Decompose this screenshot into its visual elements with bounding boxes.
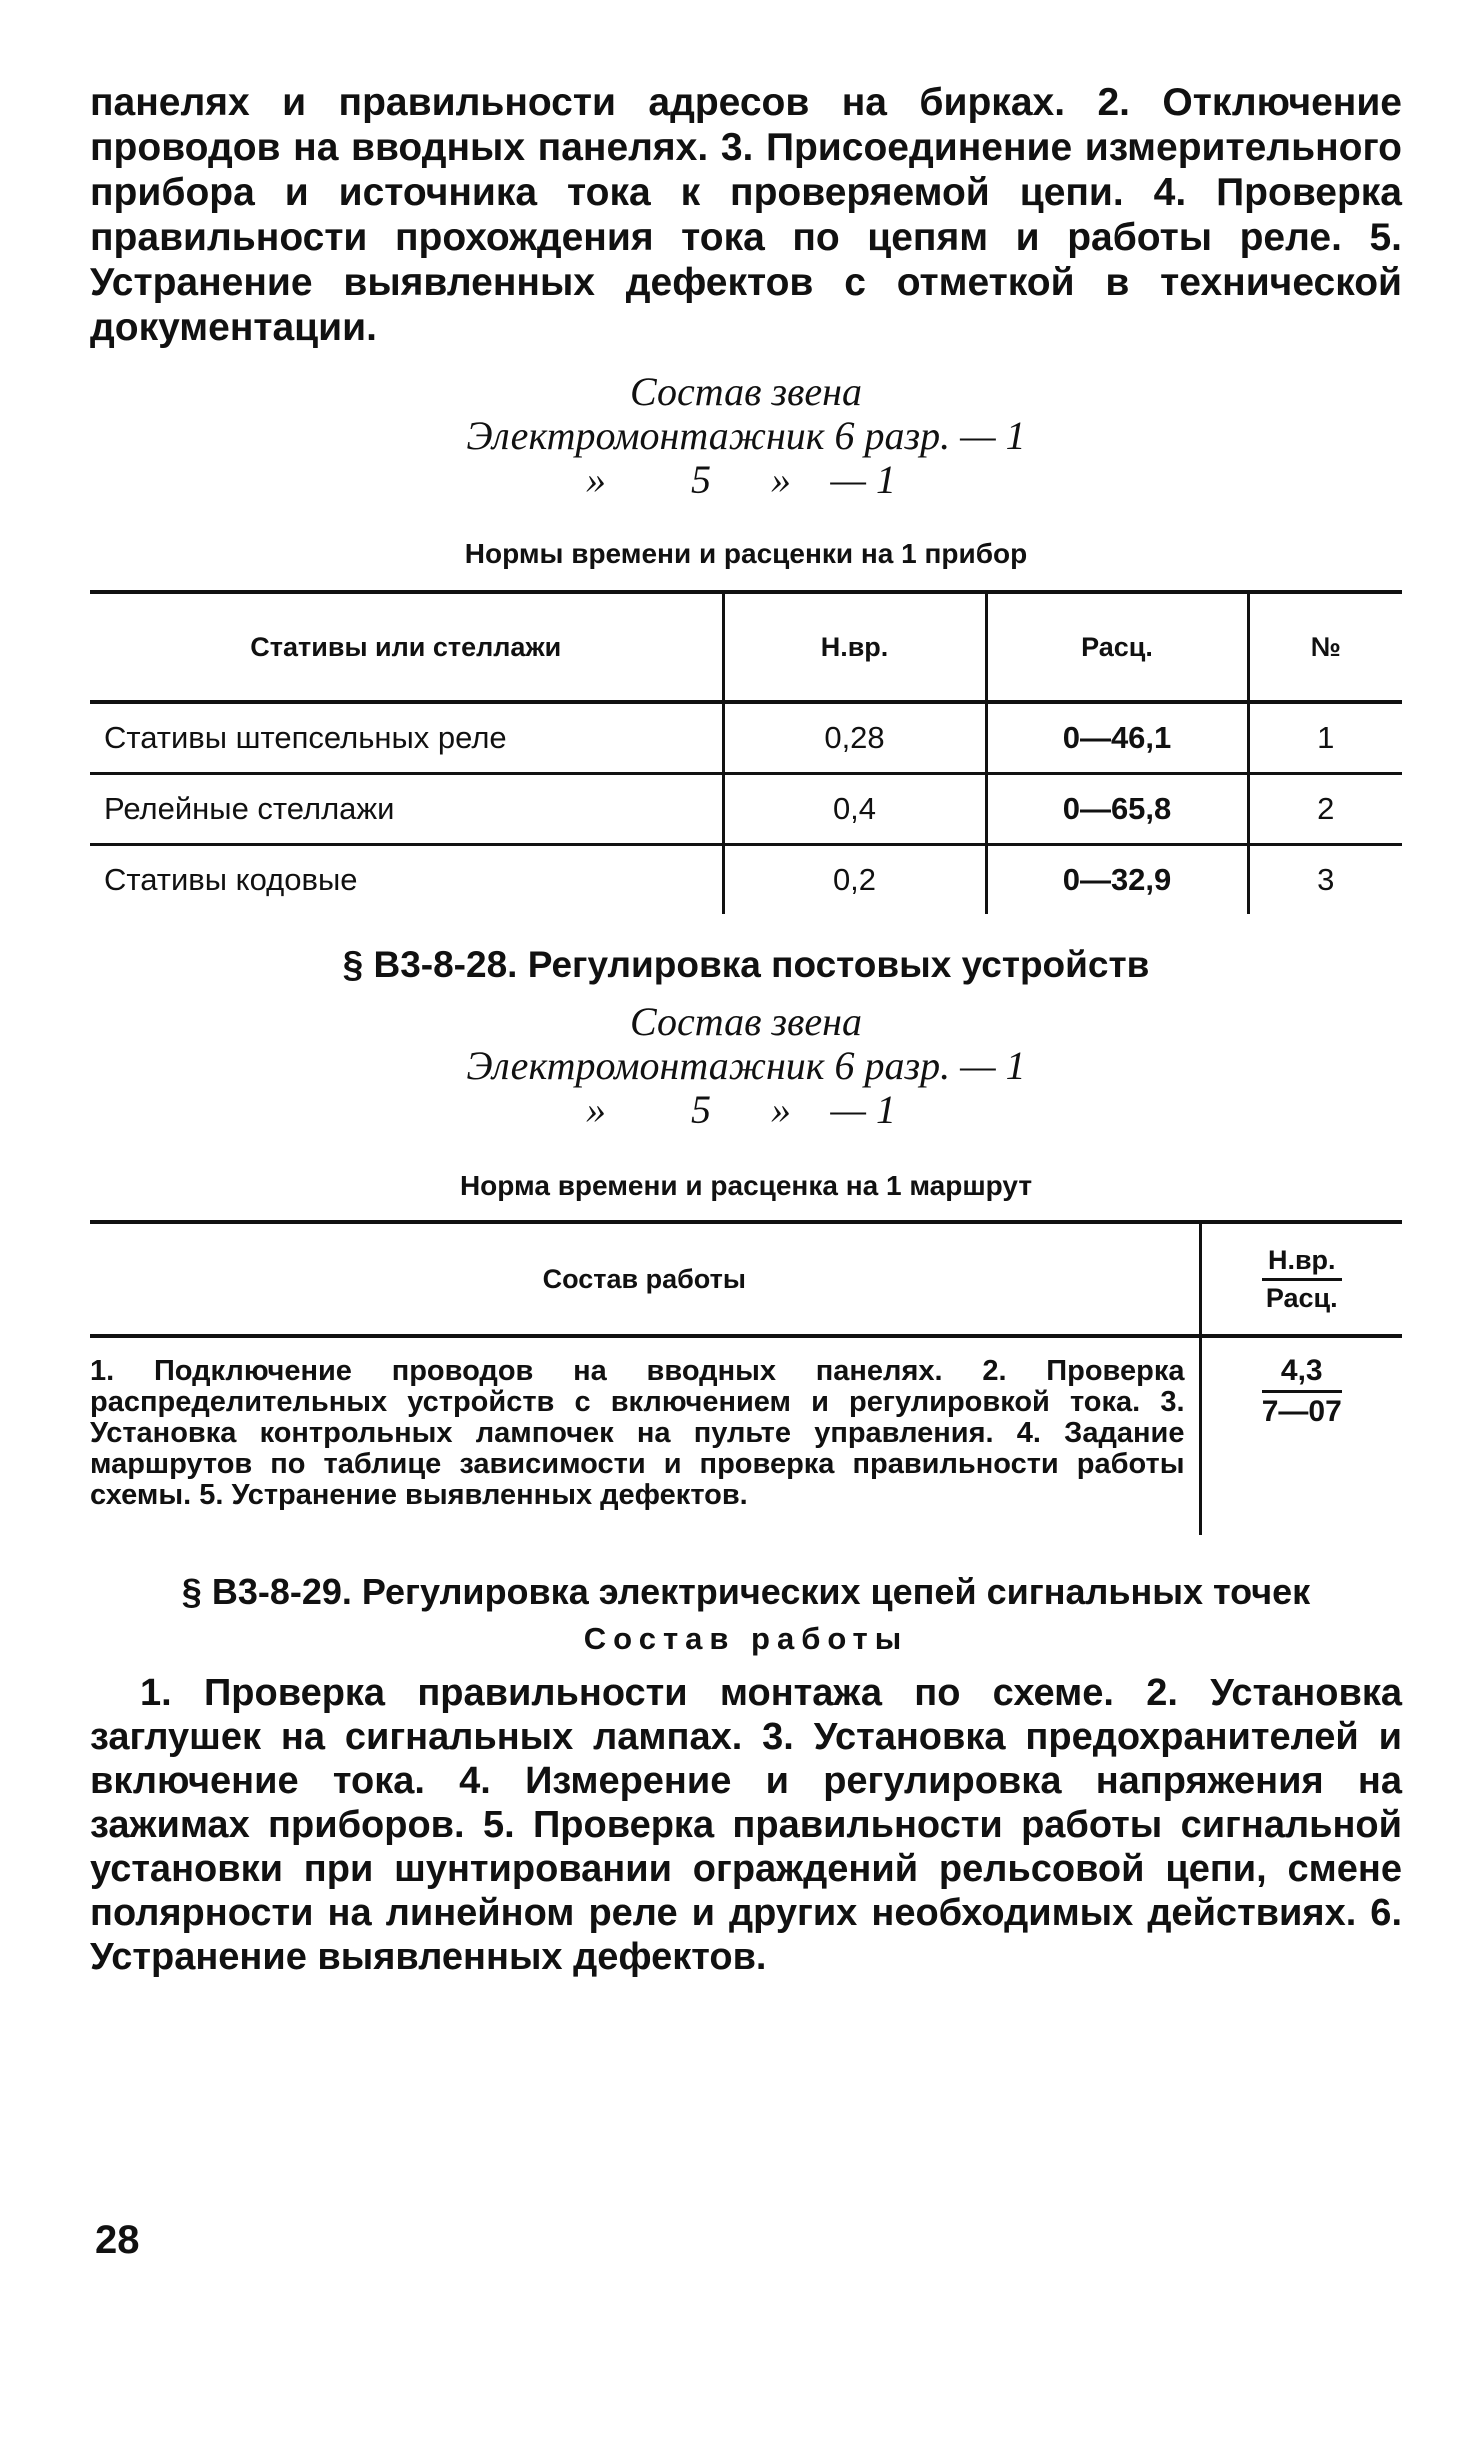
intro-paragraph: панелях и правильности адресов на бирках. 2. Отключение проводов на вводных панелях. 3. Присоединение измерительного прибора и источника тока к проверяемой цепи. 4. Проверка правильности прохождения тока по цепям и работы реле. 5. Устранение выявленных дефектов с отметкой в технической документации. bbox=[90, 81, 1402, 349]
table-row bbox=[90, 702, 1402, 774]
ditto-grade: 5 bbox=[691, 1087, 711, 1132]
table2-caption: Норма времени и расценка на 1 маршрут bbox=[459, 1170, 1033, 1201]
cell-norm: 4,3 bbox=[1262, 1354, 1342, 1393]
header-number: № bbox=[1248, 592, 1402, 702]
norms-table-device bbox=[90, 590, 1402, 914]
section-29-paragraph: 1. Проверка правильности монтажа по схеме. 2. Установка заглушек на сигнальных лампах. 3. Установка предохранителей и включение тока. 4. Измерение и регулировка напряжения на зажимах приборов. 5. Проверка правильности работы сигнальной установки при шунтировании ограждений рельсовой цепи, смене полярности на линейном реле и других необходимых действиях. 6. Устранение выявленных дефектов. bbox=[90, 1672, 1402, 1978]
crew-line-electrician: Электромонтажник 6 разр. — 1 bbox=[466, 1043, 1026, 1088]
section-28-title: § В3-8-28. Регулировка постовых устройств bbox=[342, 944, 1150, 985]
cell-rate: 0—32,9 bbox=[986, 845, 1248, 915]
header-work-composition: Состав работы bbox=[90, 1222, 1200, 1336]
cell-stand-name: Стативы штепсельных реле bbox=[90, 702, 723, 774]
cell-stand-name: Стативы кодовые bbox=[104, 862, 358, 897]
ditto-count: — 1 bbox=[830, 1087, 896, 1132]
header-rate: Расц. bbox=[986, 592, 1248, 702]
ditto-grade: 5 bbox=[691, 457, 711, 502]
ditto-mark: » bbox=[586, 1087, 606, 1132]
cell-rate: 0—65,8 bbox=[986, 774, 1248, 845]
page-content bbox=[90, 80, 1402, 1979]
header-norm: Н.вр. bbox=[1262, 1245, 1342, 1281]
table-row bbox=[90, 1336, 1402, 1535]
cell-number: 3 bbox=[1248, 845, 1402, 915]
table-header-row bbox=[90, 592, 1402, 702]
cell-norm: 0,4 bbox=[723, 774, 986, 845]
table1-caption: Нормы времени и расценки на 1 прибор bbox=[464, 538, 1028, 569]
crew-block-1 bbox=[90, 370, 1402, 502]
header-stands: Стативы или стеллажи bbox=[90, 592, 723, 702]
crew-line-electrician: Электромонтажник 6 разр. — 1 bbox=[466, 413, 1026, 458]
page-number: 28 bbox=[95, 2218, 140, 2262]
ditto-mark: » bbox=[586, 457, 606, 502]
header-norm-rate bbox=[1200, 1222, 1402, 1336]
cell-norm: 0,2 bbox=[723, 845, 986, 915]
cell-rate: 7—07 bbox=[1261, 1395, 1342, 1428]
cell-number: 1 bbox=[1248, 702, 1402, 774]
ditto-mark: » bbox=[771, 457, 791, 502]
section-29-subtitle: Состав работы bbox=[583, 1621, 909, 1656]
cell-stand-name: Релейные стеллажи bbox=[90, 774, 723, 845]
cell-norm: 0,28 bbox=[723, 702, 986, 774]
cell-norm-rate bbox=[1200, 1336, 1402, 1535]
norms-table-route bbox=[90, 1220, 1402, 1535]
crew-line-ditto bbox=[90, 1088, 1402, 1132]
crew-title: Состав звена bbox=[629, 999, 862, 1044]
ditto-mark: » bbox=[771, 1087, 791, 1132]
header-rate: Расц. bbox=[1265, 1282, 1338, 1313]
table-row bbox=[90, 845, 1402, 915]
header-norm: Н.вр. bbox=[723, 592, 986, 702]
table-row bbox=[90, 774, 1402, 845]
crew-block-2 bbox=[90, 1000, 1402, 1132]
cell-work-text: 1. Подключение проводов на вводных панелях. 2. Проверка распределительных устройств с включением и регулировкой тока. 3. Установка контрольных лампочек на пульте управления. 4. Задание маршрутов по таблице зависимости и проверка правильности работы схемы. 5. Устранение выявленных дефектов. bbox=[90, 1355, 1185, 1511]
ditto-count: — 1 bbox=[830, 457, 896, 502]
crew-title: Состав звена bbox=[629, 369, 862, 414]
cell-rate: 0—46,1 bbox=[986, 702, 1248, 774]
table-header-row bbox=[90, 1222, 1402, 1336]
crew-line-ditto bbox=[90, 458, 1402, 502]
cell-number: 2 bbox=[1248, 774, 1402, 845]
section-29-title: § В3-8-29. Регулировка электрических цепей сигнальных точек bbox=[181, 1571, 1311, 1612]
